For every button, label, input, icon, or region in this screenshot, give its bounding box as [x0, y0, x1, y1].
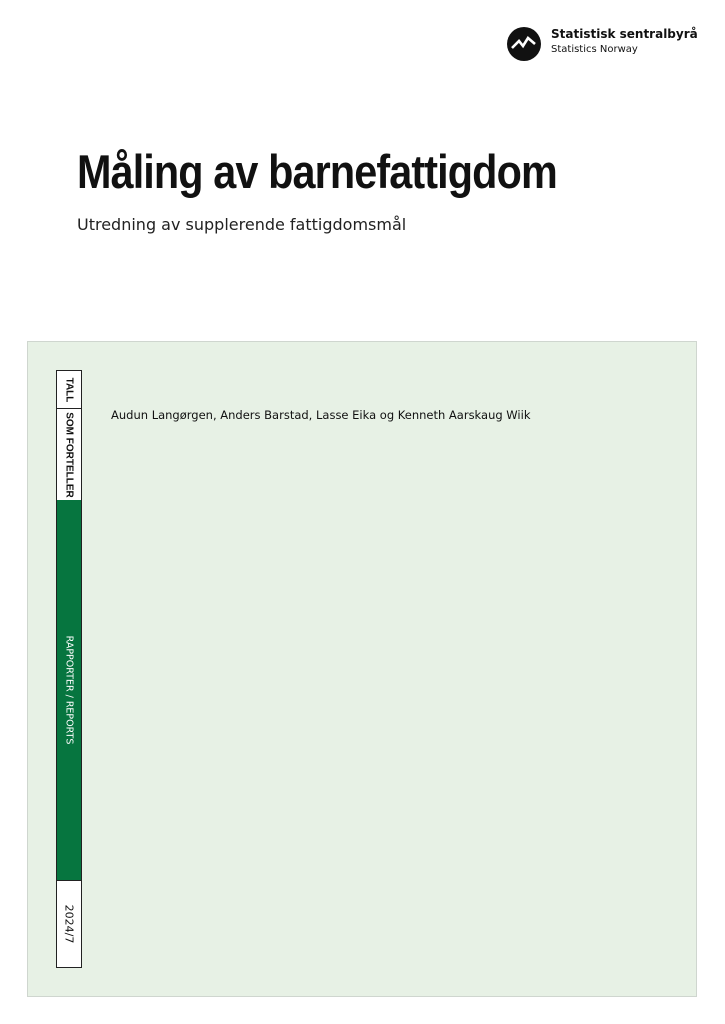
org-name-en: Statistics Norway — [551, 44, 638, 55]
spine-series-segment — [57, 500, 81, 880]
spine-report-number: 2024/7 — [62, 904, 76, 944]
spine-series-label: RAPPORTER / REPORTS — [63, 635, 75, 745]
ssb-logo-icon — [507, 27, 541, 61]
report-subtitle: Utredning av supplerende fattigdomsmål — [77, 215, 407, 234]
spine-number-segment — [57, 880, 81, 967]
spine-tall-label: TALL — [63, 377, 75, 402]
report-authors: Audun Langørgen, Anders Barstad, Lasse Eika og Kenneth Aarskaug Wiik — [111, 408, 531, 422]
cover-panel — [27, 341, 697, 997]
spine-som-forteller-segment — [57, 409, 81, 500]
series-spine — [56, 370, 82, 968]
report-title: Måling av barnefattigdom — [77, 145, 557, 198]
ssb-logo — [507, 25, 707, 61]
spine-som-forteller-label: SOM FORTELLER — [63, 411, 75, 498]
spine-tall-segment — [57, 371, 81, 409]
org-name: Statistisk sentralbyrå — [551, 27, 698, 41]
